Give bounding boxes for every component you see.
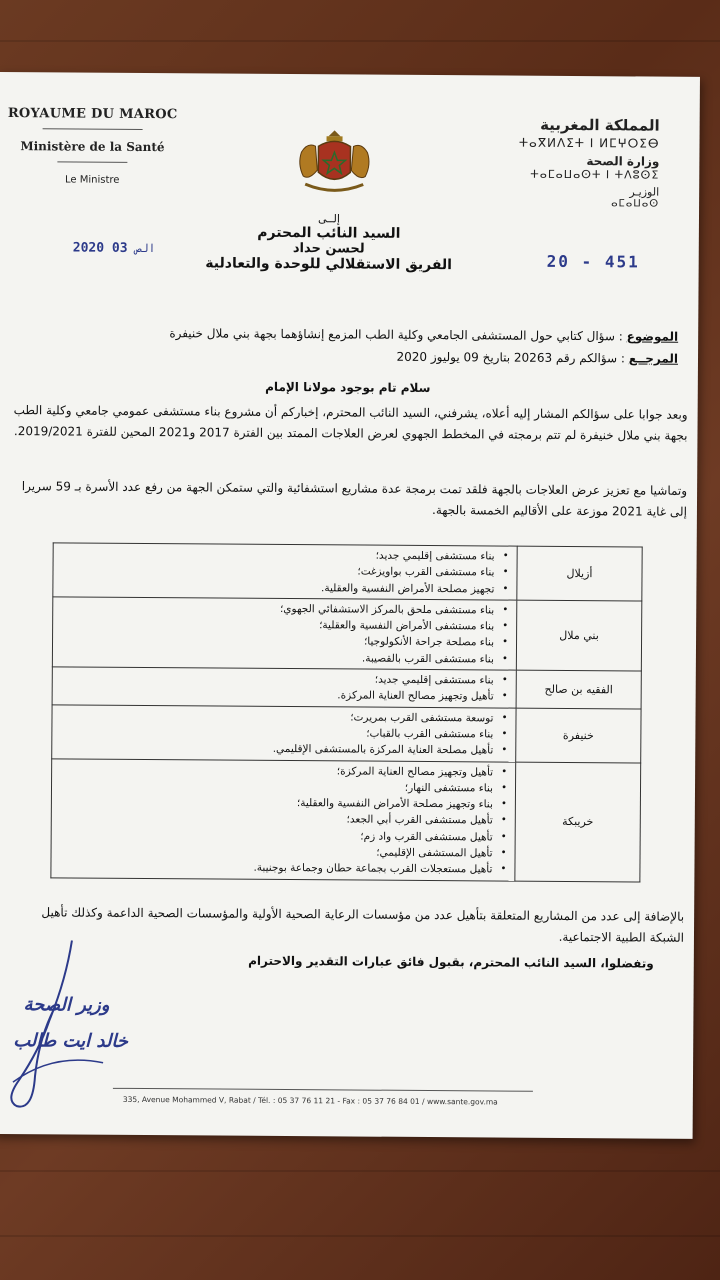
letter-page — [0, 72, 700, 1139]
minister-ar: الوزيـر — [629, 185, 660, 199]
header-french — [7, 106, 178, 186]
list-item: • تأهيل وتجهيز مصالح العناية المركزة؛ — [56, 761, 493, 780]
list-item: • بناء مستشفى الأمراض النفسية والعقلية؛ — [57, 616, 494, 635]
project-list-cell — [53, 543, 517, 600]
region-cell: الفقيه بن صالح — [516, 670, 641, 708]
reference-line — [38, 347, 678, 365]
minister-tifinagh: ⴰⵎⴰⵡⴰⵙ — [611, 198, 660, 210]
addressee-block — [199, 211, 459, 273]
list-item: • توسعة مستشفى القرب بمريرت؛ — [56, 707, 493, 726]
subject-text: : سؤال كتابي حول المستشفى الجامعي وكلية الطب المزمع إنشاؤهما بجهة بني ملال خنيفرة — [169, 326, 623, 344]
table-row — [51, 758, 641, 881]
reference-number-stamp: 20 - 451 — [546, 251, 640, 272]
region-cell: خنيفرة — [516, 708, 641, 763]
region-cell: بني ملال — [516, 600, 641, 671]
project-list-cell — [51, 758, 516, 880]
region-cell: أزيلال — [517, 546, 642, 601]
list-item: • بناء وتجهيز مصلحة الأمراض النفسية والعقلية؛ — [56, 794, 493, 813]
projects-table — [50, 542, 642, 882]
list-item: • بناء مستشفى القرب بالقصيبة. — [57, 648, 494, 667]
project-list-cell — [52, 597, 516, 670]
signature-title: وزير الصحة — [23, 994, 110, 1016]
paragraph-2: وتماشيا مع تعزيز عرض العلاجات بالجهة فلقد تمت برمجة عدة مشاريع استشفائية والتي ستمكن الجهة من رفع عدد الأسرة بـ 59 سريرا إلى غاية 2021 موزعة على الأقاليم الخمسة بالجهة. — [21, 479, 688, 519]
list-item: • بناء مستشفى إقليمي جديد؛ — [57, 669, 494, 688]
list-item: • بناء مستشفى ملحق بالمركز الاستشفائي الجهوي؛ — [57, 599, 494, 618]
footer-address: 335, Avenue Mohammed V, Rabat / Tél. : 05 37 76 11 21 - Fax : 05 37 76 84 01 / www.sante.gov.ma — [122, 1094, 498, 1107]
region-cell: خريبكة — [515, 762, 641, 882]
ministry-tifinagh: ⵜⴰⵎⴰⵡⴰⵙⵜ ⵏ ⵜⴷⵓⵙⵉ — [530, 167, 660, 182]
salutation: سلام تام بوجود مولانا الإمام — [265, 379, 431, 396]
reference-label: المرجــع — [628, 351, 679, 366]
ministry-fr: Ministère de la Santé — [20, 139, 165, 155]
project-list-cell — [52, 705, 516, 762]
list-item: • بناء مصلحة جراحة الأنكولوجيا؛ — [57, 632, 494, 651]
project-list-cell — [52, 667, 516, 708]
reference-text: : سؤالكم رقم 20263 بتاريخ 09 يوليوز 2020 — [396, 349, 626, 366]
paragraph-1: وبعد جوابا على سؤالكم المشار إليه أعلاه، يشرفني، السيد النائب المحترم، إخباركم أن مشروع بناء مستشفى عمومي جامعي وكلية الطب بجهة بني ملال خنيفرة لم تتم برمجته في المخطط الجهوي لعرض العلاجات الممتد بين الفترة 2017 و2021 المحين للفترة 2019/2021. — [13, 403, 688, 443]
addressee-line3: الفريق الاستقلالي للوحدة والتعادلية — [205, 255, 453, 274]
list-item: • بناء مستشفى النهار؛ — [56, 777, 493, 796]
table-row — [52, 667, 641, 709]
closing-line: وتفضلوا، السيد النائب المحترم، بقبول فائق عبارات التقدير والاحترام — [248, 953, 654, 971]
list-item: • بناء مستشفى القرب بالقباب؛ — [56, 723, 493, 742]
header-arabic — [509, 116, 660, 210]
subject-line — [38, 325, 678, 343]
paragraph-3: بالإضافة إلى عدد من المشاريع المتعلقة بتأهيل عدد من مؤسسات الرعاية الصحية الأولية والمؤسسات الصحية الداعمة وكذلك تأهيل الشبكة الطبية الاجتماعية. — [41, 905, 685, 945]
kingdom-ar: المملكة المغربية — [540, 115, 660, 135]
date-stamp: 2020 الص 03 — [72, 240, 156, 256]
list-item: • تجهيز مصلحة الأمراض النفسية والعقلية. — [57, 578, 494, 597]
list-item: • تأهيل مصلحة العناية المركزة بالمستشفى الإقليمي. — [56, 740, 493, 759]
ministry-ar: وزارة الصحة — [586, 154, 660, 169]
list-item: • بناء مستشفى القرب بواويزغت؛ — [57, 562, 494, 581]
list-item: • تأهيل مستشفى القرب واد زم؛ — [56, 826, 493, 845]
list-item: • بناء مستشفى إقليمي جديد؛ — [58, 545, 495, 564]
addressee-to: إلــى — [317, 212, 341, 226]
table-row — [53, 543, 642, 601]
table-row — [52, 705, 641, 763]
list-item: • تأهيل وتجهيز مصالح العناية المركزة. — [57, 686, 494, 705]
kingdom-fr: ROYAUME DU MAROC — [7, 106, 178, 123]
addressee-line1: السيد النائب المحترم — [257, 224, 401, 242]
addressee-line2: لحسن حداد — [292, 241, 365, 257]
list-item: • تأهيل مستعجلات القرب بجماعة حطان وجماعة بوجنيبة. — [55, 859, 492, 878]
signature-name: خالد ايت طالب — [13, 1030, 129, 1052]
minister-fr: Le Ministre — [64, 174, 120, 186]
table-row — [52, 597, 641, 671]
list-item: • تأهيل مستشفى القرب أبي الجعد؛ — [56, 810, 493, 829]
royal-emblem-icon — [291, 126, 378, 203]
subject-label: الموضوع — [626, 329, 679, 344]
list-item: • تأهيل المستشفى الإقليمي؛ — [56, 842, 493, 861]
kingdom-tifinagh: ⵜⴰⴳⵍⴷⵉⵜ ⵏ ⵍⵎⵖⵔⵉⴱ — [518, 135, 660, 151]
